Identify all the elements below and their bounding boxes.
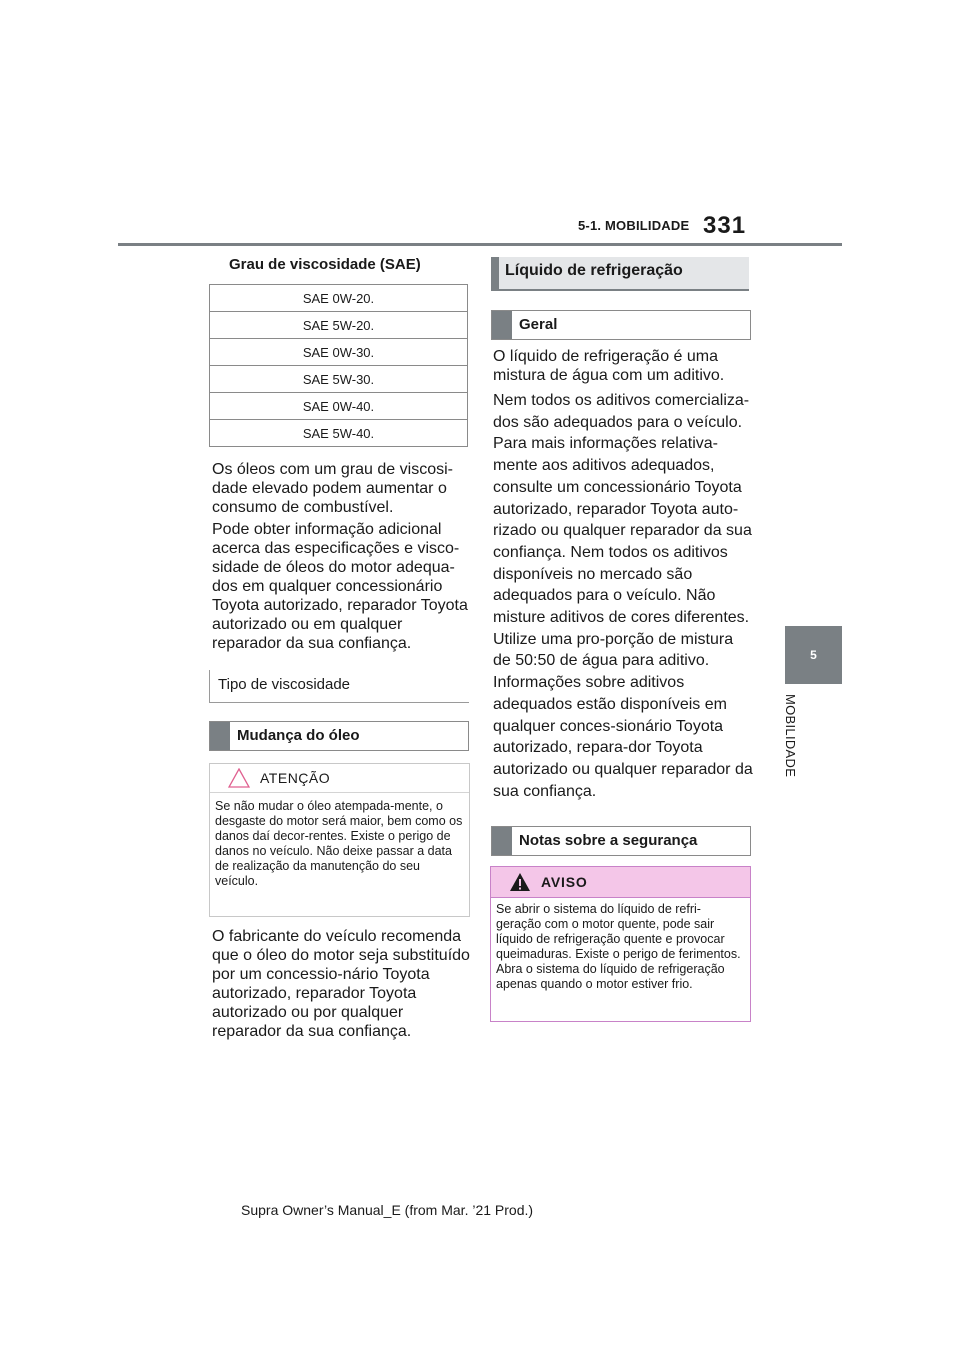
table-cell: SAE 5W-30.: [210, 366, 468, 393]
manufacturer-paragraph: O fabricante do veículo recomenda que o óleo do motor seja substituído por um concessio-nário Toyota autorizado, reparador Toyota autorizado ou por qualquer reparador da sua confiança.: [212, 928, 470, 1040]
viscosity-paragraph: Os óleos com um grau de viscosi-dade elevado podem aumentar o consumo de combustível.: [212, 461, 453, 516]
table-row: [210, 420, 468, 447]
table-cell: SAE 0W-40.: [210, 393, 468, 420]
heading-text: Líquido de refrigeração: [505, 262, 683, 279]
warning-box: [490, 866, 751, 1022]
heading-marker: [492, 311, 512, 339]
table-row: [210, 312, 468, 339]
heading-text: Notas sobre a segurança: [519, 832, 698, 849]
caution-title-row: [210, 764, 469, 793]
heading-marker: [210, 722, 230, 750]
chapter-tab: [785, 626, 842, 684]
safety-heading: [491, 826, 751, 856]
chapter-number: 5: [810, 648, 817, 662]
table-caption: Grau de viscosidade (SAE): [229, 256, 421, 273]
heading-marker: [491, 257, 499, 289]
table-cell: SAE 5W-40.: [210, 420, 468, 447]
info-paragraph: Pode obter informação adicional acerca das especificações e visco-sidade de óleos do motor adequa-dos em qualquer concessionário Toyota autorizado, reparador Toyota autorizado ou em qualquer reparador da sua confiança.: [212, 521, 468, 652]
caution-title: ATENÇÃO: [260, 770, 331, 786]
chapter-title-text: MOBILIDADE: [783, 694, 798, 778]
warning-body: Se abrir o sistema do líquido de refri-geração com o motor quente, pode sair líquido de refrigeração quente e provocar queimaduras. Existe o perigo de ferimentos. Abra o sistema do líquido de refrigeração apenas quando o motor estiver frio.: [496, 902, 741, 991]
oil-change-heading: [209, 721, 469, 751]
warning-triangle-icon: [228, 768, 250, 788]
heading-marker: [492, 827, 512, 855]
table-cell: SAE 0W-30.: [210, 339, 468, 366]
warning-title: AVISO: [541, 874, 588, 890]
coolant-paragraph: O líquido de refrigeração é uma mistura de água com um aditivo.: [493, 348, 725, 384]
table-cell: SAE 5W-20.: [210, 312, 468, 339]
heading-text: Mudança do óleo: [237, 727, 360, 744]
viscosity-table: [209, 284, 468, 447]
additives-paragraph: Nem todos os aditivos comercializa-dos são adequados para o veículo. Para mais informações relativa-mente aos aditivos adequados, consulte um concessionário Toyota autorizado, reparador Toyota auto-rizado ou qualquer reparador da sua confiança. Nem todos os aditivos disponíveis no mercado são adequados para o veículo. Não misture aditivos de cores diferentes. Utilize uma pro-porção de mistura de 50:50 de água para aditivo. Informações sobre aditivos adequados estão disponíveis em qualquer conces-sionário Toyota autorizado, repara-dor Toyota autorizado ou qualquer reparador da sua confiança.: [493, 392, 753, 800]
viscosity-type-subheading: [209, 670, 469, 703]
footer-text: Supra Owner’s Manual_E (from Mar. ’21 Prod.): [241, 1202, 534, 1218]
section-label: 5-1. MOBILIDADE: [578, 218, 690, 233]
subheading-text: Tipo de viscosidade: [218, 676, 351, 693]
warning-title-row: [491, 867, 750, 898]
heading-text: Geral: [519, 316, 558, 333]
table-row: [210, 393, 468, 420]
caution-body: Se não mudar o óleo atempada-mente, o desgaste do motor será maior, bem como os danos daí decor-rentes. Existe o perigo de danos no veículo. Não deixe passar a data de realização da manutenção do seu veículo.: [215, 799, 463, 888]
table-row: [210, 285, 468, 312]
coolant-heading: [491, 257, 749, 291]
chapter-title: [775, 694, 815, 794]
warning-triangle-icon: [509, 872, 531, 892]
caution-box: [209, 763, 470, 917]
general-heading: [491, 310, 751, 340]
table-row: [210, 366, 468, 393]
table-row: [210, 339, 468, 366]
header-rule: [118, 243, 842, 246]
table-cell: SAE 0W-20.: [210, 285, 468, 312]
page-number: 331: [703, 212, 747, 239]
